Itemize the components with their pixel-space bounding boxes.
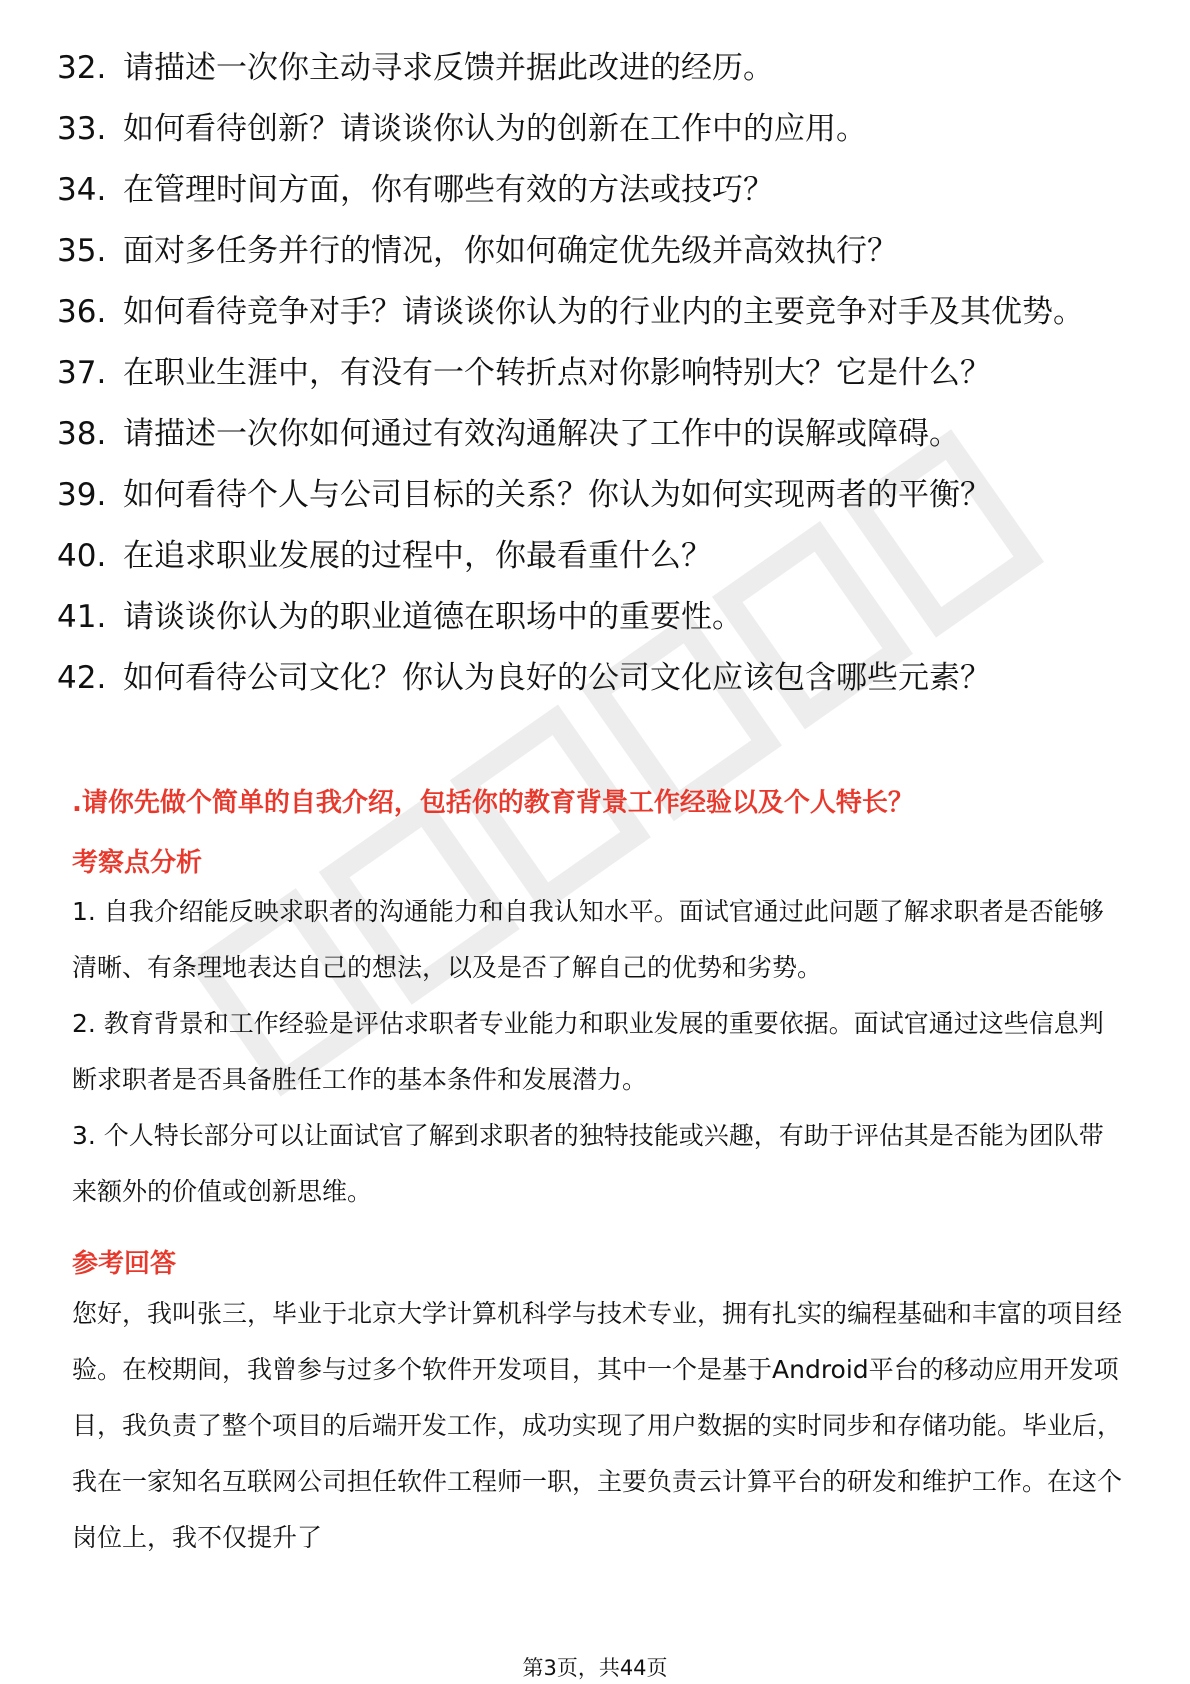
question-text: 如何看待创新？请谈谈你认为的创新在工作中的应用。 — [123, 111, 867, 147]
analysis-point: 3. 个人特长部分可以让面试官了解到求职者的独特技能或兴趣，有助于评估其是否能为团队带来额外的价值或创新思维。 — [72, 1121, 1104, 1206]
question-number: 39. — [57, 477, 107, 513]
question-number: 35. — [57, 233, 107, 269]
question-text: 请谈谈你认为的职业道德在职场中的重要性。 — [123, 599, 743, 635]
list-item — [57, 658, 1117, 698]
question-text: 在管理时间方面，你有哪些有效的方法或技巧？ — [123, 172, 774, 208]
question-number: 33. — [57, 111, 107, 147]
question-number: 37. — [57, 355, 107, 391]
list-item — [57, 414, 1117, 454]
question-number: 42. — [57, 660, 107, 696]
question-text: 如何看待公司文化？你认为良好的公司文化应该包含哪些元素？ — [123, 660, 991, 696]
answer-body — [72, 1286, 1127, 1566]
list-item — [57, 109, 1117, 149]
list-item — [57, 597, 1117, 637]
list-item — [57, 353, 1117, 393]
question-text: 在职业生涯中，有没有一个转折点对你影响特别大？它是什么？ — [123, 355, 991, 391]
question-number: 32. — [57, 50, 107, 86]
answer-heading: 参考回答 — [72, 1249, 177, 1279]
question-text: 在追求职业发展的过程中，你最看重什么？ — [123, 538, 712, 574]
list-item — [57, 48, 1117, 88]
analysis-body — [72, 884, 1127, 1220]
question-text: 面对多任务并行的情况，你如何确定优先级并高效执行？ — [123, 233, 898, 269]
question-number: 36. — [57, 294, 107, 330]
answer-text: 您好，我叫张三，毕业于北京大学计算机科学与技术专业，拥有扎实的编程基础和丰富的项目经验。在校期间，我曾参与过多个软件开发项目，其中一个是基于Android平台的移动应用开发项目，我负责了整个项目的后端开发工作，成功实现了用户数据的实时同步和存储功能。毕业后，我在一家知名互联网公司担任软件工程师一职，主要负责云计算平台的研发和维护工作。在这个岗位上，我不仅提升了 — [72, 1299, 1123, 1552]
question-text: 请描述一次你主动寻求反馈并据此改进的经历。 — [123, 50, 774, 86]
analysis-point: 2. 教育背景和工作经验是评估求职者专业能力和职业发展的重要依据。面试官通过这些信息判断求职者是否具备胜任工作的基本条件和发展潜力。 — [72, 1009, 1104, 1094]
list-item — [57, 231, 1117, 271]
page-footer: 第3页，共44页 — [522, 1656, 668, 1680]
list-item — [57, 475, 1117, 515]
question-number: 38. — [57, 416, 107, 452]
question-text: 如何看待竞争对手？请谈谈你认为的行业内的主要竞争对手及其优势。 — [123, 294, 1084, 330]
analysis-heading: 考察点分析 — [72, 848, 203, 878]
question-number: 41. — [57, 599, 107, 635]
analysis-point: 1. 自我介绍能反映求职者的沟通能力和自我认知水平。面试官通过此问题了解求职者是否能够清晰、有条理地表达自己的想法，以及是否了解自己的优势和劣势。 — [72, 897, 1104, 982]
question-text: 请描述一次你如何通过有效沟通解决了工作中的误解或障碍。 — [123, 416, 960, 452]
question-number: 40. — [57, 538, 107, 574]
question-text: 如何看待个人与公司目标的关系？你认为如何实现两者的平衡？ — [123, 477, 991, 513]
list-item — [57, 170, 1117, 210]
list-item — [57, 536, 1117, 576]
list-item — [57, 292, 1117, 332]
question-list — [57, 48, 1117, 719]
section-title: .请你先做个简单的自我介绍，包括你的教育背景工作经验以及个人特长？ — [72, 788, 914, 818]
question-number: 34. — [57, 172, 107, 208]
